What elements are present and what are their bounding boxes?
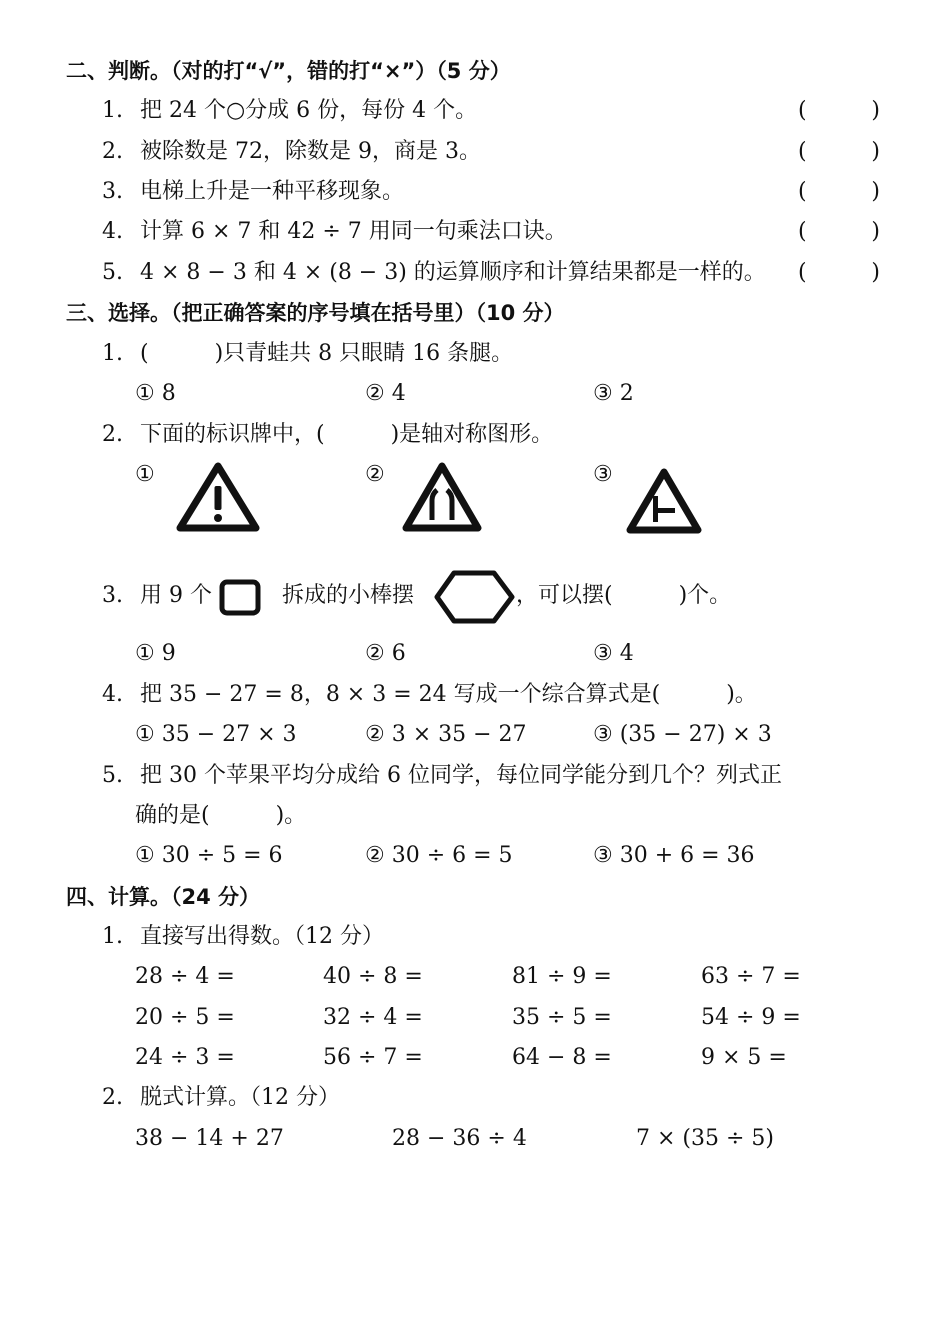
- calc-problem: 56 ÷ 7 =: [323, 1045, 423, 1070]
- option-3[interactable]: ③ 2: [593, 381, 634, 406]
- answer-blank-2[interactable]: ( ): [798, 139, 880, 164]
- option-3-label[interactable]: ③: [593, 462, 613, 487]
- question-text-part-1: 用 9 个: [140, 583, 212, 608]
- judge-item-5: [102, 258, 766, 288]
- item-text: 4 × 8 − 3 和 4 × (8 − 3) 的运算顺序和计算结果都是一样的。: [140, 260, 766, 285]
- item-number: 3.: [102, 583, 123, 608]
- stepwise-expression: 28 − 36 ÷ 4: [392, 1126, 527, 1151]
- option-3[interactable]: ③ 4: [593, 641, 634, 666]
- hexagon-stick-shape-icon: [434, 569, 516, 625]
- item-number: 1.: [102, 924, 123, 949]
- option-3[interactable]: ③ (35 − 27) × 3: [593, 722, 772, 747]
- choice-question-2: [102, 420, 553, 450]
- stepwise-expression: 7 × (35 ÷ 5): [636, 1126, 774, 1151]
- option-3[interactable]: ③ 30 + 6 = 36: [593, 843, 755, 868]
- question-text: 直接写出得数。（12 分）: [140, 924, 384, 949]
- answer-blank-5[interactable]: ( ): [798, 260, 880, 285]
- item-number: 1.: [102, 341, 123, 366]
- section-4-heading: 四、计算。（24 分）: [66, 885, 261, 909]
- section-2-heading: 二、判断。（对的打“√”，错的打“×”）（5 分）: [66, 59, 511, 83]
- item-number: 4.: [102, 219, 123, 244]
- question-text-part-2: 拆成的小棒摆: [281, 583, 414, 608]
- calc-problem: 54 ÷ 9 =: [701, 1005, 801, 1030]
- section-3-heading: 三、选择。（把正确答案的序号填在括号里）（10 分）: [66, 301, 565, 325]
- judge-item-2: [102, 137, 481, 167]
- calc-problem: 20 ÷ 5 =: [135, 1005, 235, 1030]
- choice-question-5: [102, 761, 782, 791]
- choice-question-4: [102, 680, 757, 710]
- option-1-label[interactable]: ①: [135, 462, 155, 487]
- question-text-part-3: ，可以摆( )个。: [516, 583, 732, 608]
- item-number: 4.: [102, 682, 123, 707]
- answer-blank-4[interactable]: ( ): [798, 219, 880, 244]
- question-text: 把 35 − 27 = 8，8 × 3 = 24 写成一个综合算式是( )。: [140, 682, 757, 707]
- item-number: 2.: [102, 1085, 123, 1110]
- calc-problem: 35 ÷ 5 =: [512, 1005, 612, 1030]
- option-2-label[interactable]: ②: [365, 462, 385, 487]
- judge-item-1: [102, 96, 477, 126]
- item-number: 2.: [102, 422, 123, 447]
- calc-problem: 81 ÷ 9 =: [512, 964, 612, 989]
- calc-question-2: [102, 1083, 340, 1113]
- item-number: 3.: [102, 179, 123, 204]
- item-number: 2.: [102, 139, 123, 164]
- calc-problem: 28 ÷ 4 =: [135, 964, 235, 989]
- item-text: 计算 6 × 7 和 42 ÷ 7 用同一句乘法口诀。: [140, 219, 567, 244]
- option-1[interactable]: ① 8: [135, 381, 176, 406]
- question-text: 脱式计算。（12 分）: [140, 1085, 340, 1110]
- item-text: 把 24 个○分成 6 份，每份 4 个。: [140, 98, 478, 123]
- option-2[interactable]: ② 30 ÷ 6 = 5: [365, 843, 513, 868]
- option-2[interactable]: ② 6: [365, 641, 406, 666]
- option-1[interactable]: ① 9: [135, 641, 176, 666]
- option-2[interactable]: ② 4: [365, 381, 406, 406]
- judge-item-3: [102, 177, 404, 207]
- stepwise-expression: 38 − 14 + 27: [135, 1126, 284, 1151]
- calc-problem: 63 ÷ 7 =: [701, 964, 801, 989]
- question-text-line-2: 确的是( )。: [135, 803, 307, 828]
- exclamation-warning-sign-icon: [176, 462, 260, 532]
- narrow-road-sign-icon: [402, 462, 482, 532]
- calc-problem: 40 ÷ 8 =: [323, 964, 423, 989]
- question-text: ( )只青蛙共 8 只眼睛 16 条腿。: [140, 341, 514, 366]
- choice-question-3: [102, 581, 731, 611]
- calc-problem: 9 × 5 =: [701, 1045, 787, 1070]
- item-number: 1.: [102, 98, 123, 123]
- judge-item-4: [102, 217, 567, 247]
- t-junction-sign-icon: [626, 468, 702, 534]
- option-1[interactable]: ① 35 − 27 × 3: [135, 722, 297, 747]
- item-text: 被除数是 72，除数是 9，商是 3。: [140, 139, 481, 164]
- square-stick-shape-icon: [219, 579, 263, 615]
- calc-problem: 64 − 8 =: [512, 1045, 612, 1070]
- option-1[interactable]: ① 30 ÷ 5 = 6: [135, 843, 283, 868]
- item-number: 5.: [102, 763, 123, 788]
- answer-blank-1[interactable]: ( ): [798, 98, 880, 123]
- question-text-line-1: 把 30 个苹果平均分成给 6 位同学，每位同学能分到几个？列式正: [140, 763, 782, 788]
- calc-question-1: [102, 922, 384, 952]
- question-text: 下面的标识牌中，( )是轴对称图形。: [140, 422, 554, 447]
- item-number: 5.: [102, 260, 123, 285]
- calc-problem: 32 ÷ 4 =: [323, 1005, 423, 1030]
- calc-problem: 24 ÷ 3 =: [135, 1045, 235, 1070]
- answer-blank-3[interactable]: ( ): [798, 179, 880, 204]
- item-text: 电梯上升是一种平移现象。: [140, 179, 405, 204]
- option-2[interactable]: ② 3 × 35 − 27: [365, 722, 527, 747]
- choice-question-1: [102, 339, 513, 369]
